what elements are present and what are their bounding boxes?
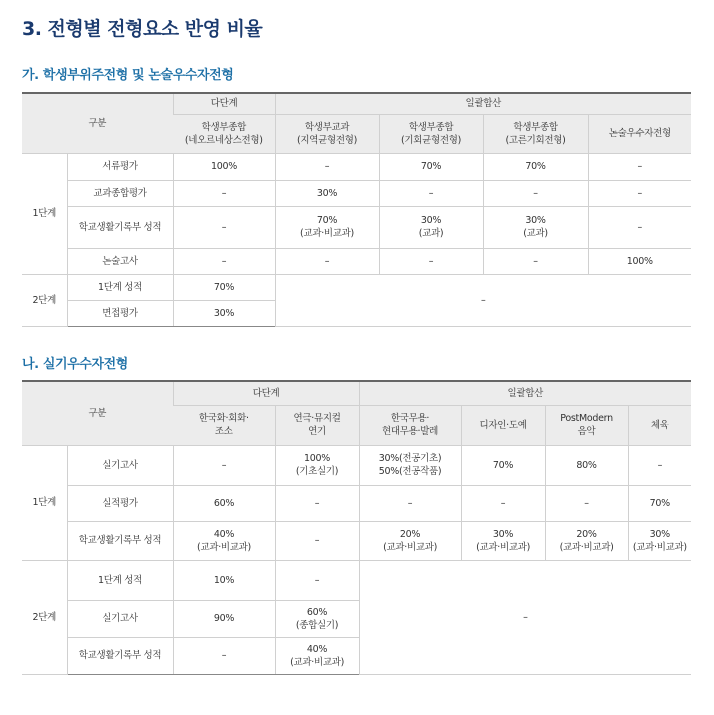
row-label: 학교생활기록부 성적 <box>67 206 173 248</box>
cell-line: 70% <box>492 459 514 471</box>
ratio-cell <box>275 637 359 674</box>
row-label: 학교생활기록부 성적 <box>67 637 173 674</box>
ratio-cell <box>275 445 359 485</box>
ratio-cell <box>483 206 588 248</box>
cell-line: 40% <box>213 528 235 540</box>
cell-line: 60% <box>213 497 235 509</box>
cell-line: 30% <box>525 215 546 226</box>
cell-line: 90% <box>213 613 235 624</box>
ratio-cell <box>588 180 691 206</box>
cell-line: 20% <box>399 528 421 540</box>
ratio-cell <box>379 248 483 274</box>
ratio-cell <box>275 153 379 180</box>
cell-line: 학생부종합 <box>408 121 454 133</box>
row-label: 실적평가 <box>67 485 173 521</box>
ratio-cell <box>359 485 461 521</box>
cell-line: – <box>637 161 642 172</box>
cell-line: – <box>221 221 227 233</box>
ratio-cell <box>173 206 275 248</box>
cell-line: 80% <box>576 459 597 471</box>
cell-line: (네오르네상스전형) <box>184 134 263 146</box>
cell-line: 30% <box>316 187 338 199</box>
cell-line: 70% <box>649 497 670 509</box>
cell-line: 30% <box>492 528 514 540</box>
table-row <box>22 274 691 300</box>
ratio-cell <box>461 485 545 521</box>
header-group-combined: 일괄합산 <box>359 381 691 405</box>
ratio-cell: 30% <box>173 300 275 326</box>
row-label: 1단계 성적 <box>67 560 173 600</box>
ratio-cell <box>275 521 359 560</box>
ratio-cell <box>173 248 275 274</box>
row-label: 실기고사 <box>67 600 173 637</box>
row-label: 면접평가 <box>67 300 173 326</box>
ratio-cell <box>628 521 691 560</box>
cell-line: 학생부교과 <box>304 121 350 133</box>
ratio-cell <box>483 248 588 274</box>
ratio-cell <box>545 521 628 560</box>
ratio-cell <box>483 153 588 180</box>
table-row <box>22 445 691 485</box>
stage-label: 2단계 <box>22 274 67 326</box>
cell-line: 100% <box>304 453 330 464</box>
cell-line: 70% <box>525 161 546 172</box>
column-header <box>379 114 483 153</box>
stage-label: 1단계 <box>22 445 67 560</box>
cell-line: (교과·비교과) <box>559 541 614 553</box>
cell-line: 70% <box>420 161 442 172</box>
cell-line: – <box>314 574 320 586</box>
cell-line: (종합실기) <box>295 619 339 631</box>
table-row <box>22 560 691 600</box>
column-header <box>173 405 275 445</box>
ratio-cell <box>275 248 379 274</box>
ratio-cell <box>628 485 691 521</box>
column-header <box>545 405 628 445</box>
row-label: 학교생활기록부 성적 <box>67 521 173 560</box>
cell-line: 30% <box>420 215 442 226</box>
table-row <box>22 206 691 248</box>
header-category: 구분 <box>22 381 173 445</box>
cell-line: 한국무용· <box>390 413 430 424</box>
cell-line: – <box>221 459 227 471</box>
header-category: 구분 <box>22 93 173 153</box>
merged-dash-cell: – <box>359 560 691 674</box>
column-header <box>588 114 691 153</box>
column-header <box>275 405 359 445</box>
cell-line: (기회균형전형) <box>400 134 462 146</box>
cell-line: – <box>324 161 330 172</box>
table-row <box>22 153 691 180</box>
ratio-cell <box>173 153 275 180</box>
section-heading-practical-skills: 나. 실기우수자전형 <box>22 357 128 372</box>
ratio-cell <box>588 153 691 180</box>
cell-line: 디자인·도예 <box>479 419 527 431</box>
column-header <box>628 405 691 445</box>
cell-line: (교과·비교과) <box>632 541 687 553</box>
cell-line: – <box>221 255 227 267</box>
cell-line: 음악 <box>577 426 596 437</box>
cell-line: 조소 <box>214 426 233 437</box>
cell-line: (교과) <box>523 228 548 239</box>
cell-line: – <box>324 255 330 267</box>
ratio-cell <box>275 600 359 637</box>
cell-line: – <box>428 187 434 199</box>
table-row <box>22 485 691 521</box>
cell-line: (교과) <box>418 228 444 239</box>
cell-line: 학생부종합 <box>513 121 558 133</box>
ratio-cell <box>588 206 691 248</box>
ratio-cell <box>545 485 628 521</box>
table-row <box>22 521 691 560</box>
table-row <box>22 248 691 274</box>
ratio-cell <box>461 521 545 560</box>
cell-line: (교과·비교과) <box>290 656 344 668</box>
section-heading-student-record: 가. 학생부위주전형 및 논술우수자전형 <box>22 68 234 83</box>
cell-line: 체육 <box>650 419 669 431</box>
stage-label: 2단계 <box>22 560 67 674</box>
cell-line: PostModern <box>560 413 613 424</box>
ratio-cell <box>173 600 275 637</box>
row-label: 1단계 성적 <box>67 274 173 300</box>
cell-line: – <box>221 650 227 661</box>
column-header <box>483 114 588 153</box>
cell-line: – <box>533 187 538 199</box>
cell-line: 10% <box>213 574 235 586</box>
cell-line: 100% <box>626 255 653 267</box>
ratio-cell <box>483 180 588 206</box>
cell-line: – <box>314 497 320 509</box>
cell-line: – <box>428 255 434 267</box>
ratio-table-student-record <box>22 92 691 327</box>
ratio-cell <box>173 560 275 600</box>
cell-line: 한국화·회화· <box>198 413 249 424</box>
cell-line: 연기 <box>308 426 326 437</box>
cell-line: – <box>500 497 506 509</box>
cell-line: 50%(전공작품) <box>378 466 442 477</box>
cell-line: (기초실기) <box>295 466 339 477</box>
ratio-cell <box>173 521 275 560</box>
row-label: 논술고사 <box>67 248 173 274</box>
page-title: 3. 전형별 전형요소 반영 비율 <box>22 18 263 40</box>
ratio-cell <box>173 445 275 485</box>
cell-line: – <box>637 187 642 199</box>
ratio-cell: 70% <box>173 274 275 300</box>
header-group-multistage: 다단계 <box>173 381 359 405</box>
column-header <box>461 405 545 445</box>
cell-line: (교과·비교과) <box>383 541 437 553</box>
ratio-cell <box>359 445 461 485</box>
ratio-cell <box>173 485 275 521</box>
cell-line: (교과·비교과) <box>476 541 530 553</box>
ratio-cell <box>359 521 461 560</box>
cell-line: – <box>533 255 538 267</box>
cell-line: 논술우수자전형 <box>608 128 671 139</box>
column-header <box>359 405 461 445</box>
cell-line: 학생부종합 <box>201 121 246 133</box>
row-label: 실기고사 <box>67 445 173 485</box>
cell-line: – <box>221 187 227 199</box>
cell-line: (교과·비교과) <box>300 228 354 239</box>
ratio-cell <box>275 485 359 521</box>
ratio-cell <box>628 445 691 485</box>
cell-line: 40% <box>306 643 328 655</box>
ratio-cell <box>461 445 545 485</box>
cell-line: – <box>407 497 413 509</box>
cell-line: 70% <box>316 215 338 226</box>
column-header <box>173 114 275 153</box>
cell-line: 30% <box>649 528 670 540</box>
cell-line: 20% <box>576 528 597 540</box>
cell-line: 현대무용·발레 <box>382 426 439 437</box>
ratio-cell <box>379 206 483 248</box>
ratio-cell <box>173 180 275 206</box>
cell-line: – <box>637 221 642 233</box>
cell-line: (지역균형전형) <box>296 134 358 146</box>
table-row <box>22 180 691 206</box>
row-label: 교과종합평가 <box>67 180 173 206</box>
header-group-combined: 일괄합산 <box>275 93 691 114</box>
cell-line: – <box>314 535 320 546</box>
ratio-table-practical-skills <box>22 380 691 675</box>
ratio-cell <box>275 180 379 206</box>
stage-label: 1단계 <box>22 153 67 274</box>
cell-line: 100% <box>211 161 237 172</box>
cell-line: (고른기회전형) <box>505 134 566 146</box>
merged-dash-cell: – <box>275 274 691 326</box>
column-header <box>275 114 379 153</box>
ratio-cell <box>588 248 691 274</box>
cell-line: 60% <box>306 606 328 618</box>
cell-line: (교과·비교과) <box>197 541 251 553</box>
ratio-cell <box>545 445 628 485</box>
ratio-cell <box>275 206 379 248</box>
ratio-cell <box>379 180 483 206</box>
row-label: 서류평가 <box>67 153 173 180</box>
ratio-cell <box>173 637 275 674</box>
cell-line: – <box>584 497 589 509</box>
cell-line: 연극·뮤지컬 <box>293 413 341 424</box>
header-group-multistage: 다단계 <box>173 93 275 114</box>
ratio-cell <box>275 560 359 600</box>
cell-line: – <box>657 459 663 471</box>
ratio-cell <box>379 153 483 180</box>
cell-line: 30%(전공기초) <box>378 453 442 464</box>
